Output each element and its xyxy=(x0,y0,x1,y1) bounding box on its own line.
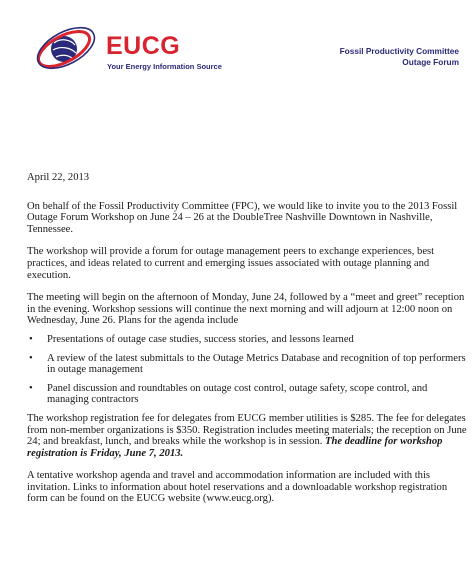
globe-swoosh-icon xyxy=(30,20,106,78)
letter-body xyxy=(27,172,467,505)
agenda-item-text: Presentations of outage case studies, success stories, and lessons learned xyxy=(47,333,354,345)
logo-wordmark: EUCG xyxy=(106,32,181,60)
paragraph-schedule: The meeting will begin on the afternoon of Monday, June 24, followed by a “meet and greet” reception in the evening. Workshop sessions will continue the next morning and will adjourn at 12:00 noon on Wednesday, June 26. Plans for the agenda include xyxy=(27,292,465,327)
paragraph-registration xyxy=(27,413,467,459)
registration-deadline: The deadline for workshop registration is Friday, June 7, 2013. xyxy=(27,436,443,459)
logo-tagline: Your Energy Information Source xyxy=(107,62,222,71)
committee-header xyxy=(340,46,459,68)
registration-text: The workshop registration fee for delegates from EUCG member utilities is $285. The fee for delegates from non-member organizations is $350. Registration includes meeting materials; the reception on June 24; and breakfast, lunch, and breaks while the workshop is in session. xyxy=(27,412,467,448)
eucg-logo xyxy=(30,20,220,78)
bullet-icon: • xyxy=(29,333,33,345)
list-item xyxy=(27,353,467,376)
bullet-icon: • xyxy=(29,382,33,394)
agenda-list xyxy=(27,334,467,406)
committee-name: Fossil Productivity Committee xyxy=(339,46,459,56)
paragraph-travel: A tentative workshop agenda and travel and accommodation information are included with this invitation. Links to information about hotel reservations and a downloadable workshop registration form can be found on the EUCG website (www.eucg.org). xyxy=(27,470,448,505)
paragraph-invitation: On behalf of the Fossil Productivity Committee (FPC), we would like to invite you to the 2013 Fossil Outage Forum Workshop on June 24 – 26 at the DoubleTree Nashville Downtown in Nashville, Tennessee. xyxy=(27,200,458,235)
bullet-icon: • xyxy=(29,352,33,364)
agenda-item-text: A review of the latest submittals to the Outage Metrics Database and recognition of top performers in outage management xyxy=(47,352,466,376)
forum-name: Outage Forum xyxy=(402,57,459,67)
paragraph-purpose: The workshop will provide a forum for outage management peers to exchange experiences, best practices, and ideas related to current and emerging issues associated with outage planning and execution. xyxy=(27,246,435,281)
list-item xyxy=(27,334,467,346)
list-item xyxy=(27,383,467,406)
letter-date: April 22, 2013 xyxy=(27,172,90,183)
agenda-item-text: Panel discussion and roundtables on outage cost control, outage safety, scope control, and managing contractors xyxy=(47,382,428,406)
